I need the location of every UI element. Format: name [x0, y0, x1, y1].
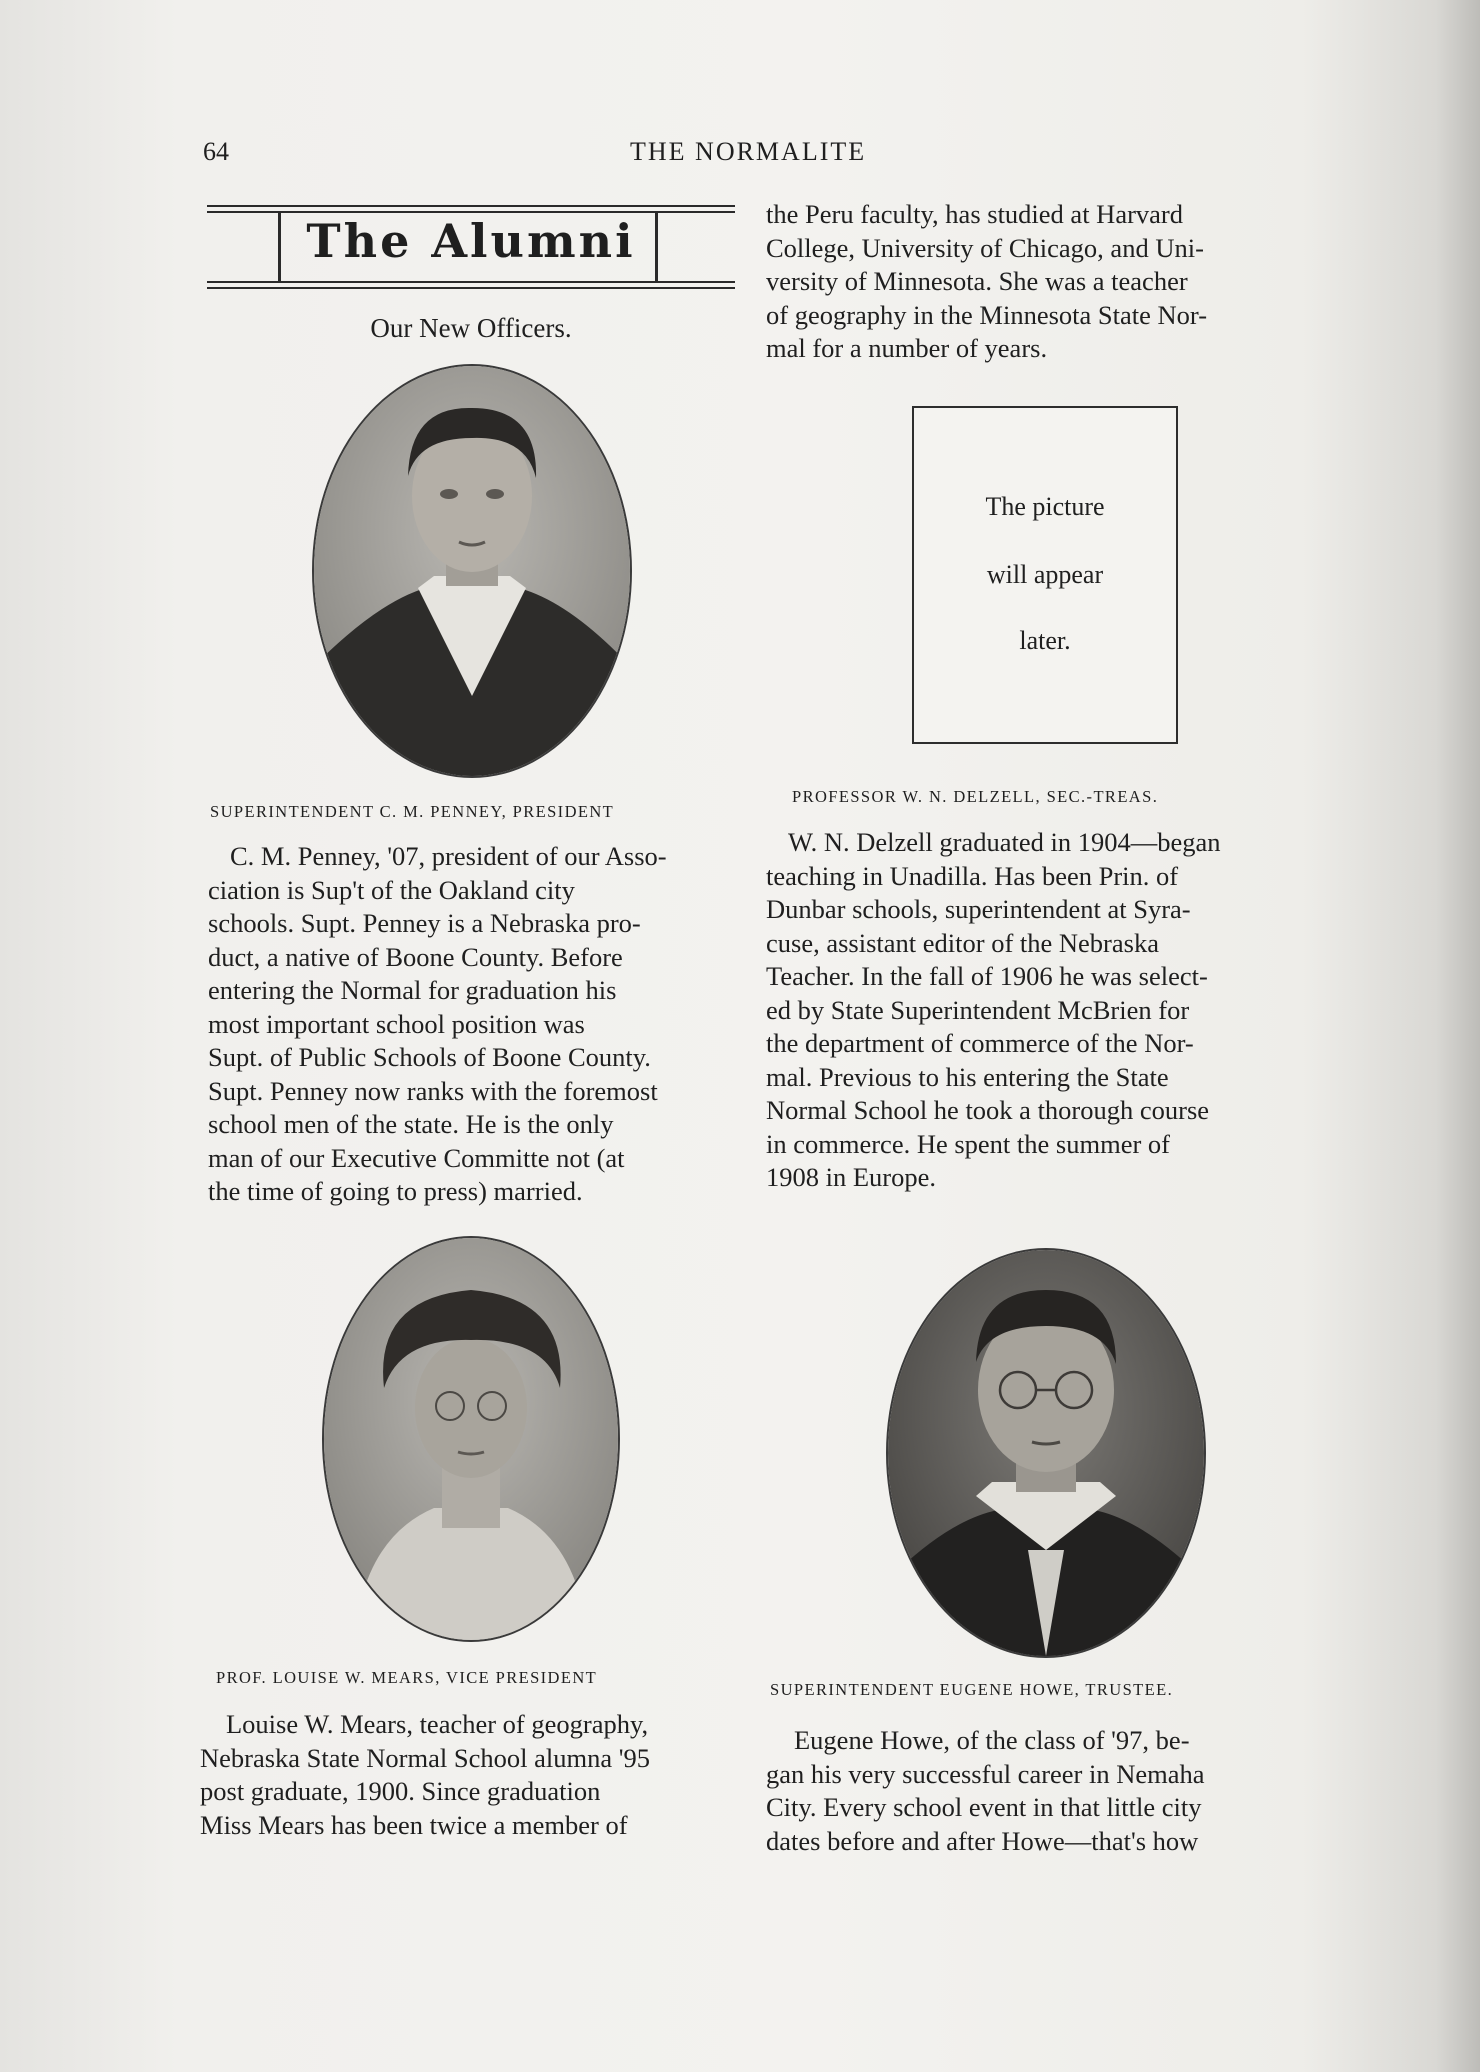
- caption-howe: SUPERINTENDENT EUGENE HOWE, TRUSTEE.: [770, 1680, 1174, 1699]
- text-line: City. Every school event in that little city: [766, 1792, 1202, 1822]
- text-line: post graduate, 1900. Since graduation: [200, 1776, 601, 1806]
- text-line: the department of commerce of the Nor-: [766, 1028, 1194, 1058]
- text-line: Supt. Penney now ranks with the foremost: [208, 1075, 658, 1106]
- text-line: dates before and after Howe—that's how: [766, 1825, 1199, 1856]
- text-line: man of our Executive Committe not (at: [208, 1142, 625, 1173]
- text-line: Louise W. Mears, teacher of geography,: [226, 1709, 649, 1739]
- section-subtitle: Our New Officers.: [370, 313, 572, 343]
- text-line: teaching in Unadilla. Has been Prin. of: [766, 860, 1179, 891]
- placeholder-line: later.: [1019, 626, 1071, 655]
- portrait-mears: [322, 1236, 620, 1642]
- text-line: Normal School he took a thorough course: [766, 1095, 1210, 1125]
- placeholder-line: The picture: [985, 492, 1105, 521]
- text-line: cuse, assistant editor of the Nebraska: [766, 927, 1159, 958]
- text-line: in commerce. He spent the summer of: [766, 1128, 1170, 1159]
- paragraph-howe: [766, 1724, 1332, 1858]
- text-line: Teacher. In the fall of 1906 he was select-: [766, 961, 1208, 991]
- portrait-howe: [886, 1248, 1206, 1658]
- paragraph-penney: [208, 840, 730, 1209]
- text-line: gan his very successful career in Nemaha: [766, 1758, 1205, 1789]
- picture-placeholder: [912, 406, 1178, 744]
- text-line: C. M. Penney, '07, president of our Asso-: [230, 841, 667, 871]
- text-line: 1908 in Europe.: [766, 1162, 937, 1192]
- text-line: school men of the state. He is the only: [208, 1109, 614, 1139]
- paragraph-mears: [200, 1708, 734, 1842]
- text-line: ciation is Sup't of the Oakland city: [208, 874, 575, 905]
- page-number: 64: [203, 137, 229, 166]
- text-line: Dunbar schools, superintendent at Syra-: [766, 894, 1191, 924]
- text-line: of geography in the Minnesota State Nor-: [766, 299, 1208, 330]
- continued-paragraph: [766, 198, 1340, 366]
- text-line: duct, a native of Boone County. Before: [208, 941, 623, 972]
- text-line: mal for a number of years.: [766, 333, 1048, 363]
- text-line: Nebraska State Normal School alumna '95: [200, 1742, 651, 1773]
- caption-penney: SUPERINTENDENT C. M. PENNEY, PRESIDENT: [210, 802, 615, 821]
- text-line: mal. Previous to his entering the State: [766, 1061, 1169, 1092]
- text-line: the time of going to press) married.: [208, 1176, 583, 1206]
- placeholder-line: will appear: [986, 560, 1104, 589]
- caption-mears: PROF. LOUISE W. MEARS, VICE PRESIDENT: [216, 1668, 598, 1687]
- paragraph-delzell: [766, 826, 1332, 1195]
- text-line: the Peru faculty, has studied at Harvard: [766, 199, 1183, 229]
- banner-rule-top-1: [207, 205, 735, 207]
- banner-bar-left: [278, 213, 281, 281]
- text-line: most important school position was: [208, 1008, 585, 1039]
- portrait-penney: [312, 364, 632, 778]
- text-line: ed by State Superintendent McBrien for: [766, 994, 1190, 1025]
- section-title: The Alumni: [306, 214, 636, 268]
- text-line: entering the Normal for graduation his: [208, 975, 617, 1005]
- running-title: THE NORMALITE: [630, 137, 867, 166]
- text-line: Miss Mears has been twice a member of: [200, 1809, 628, 1840]
- text-line: versity of Minnesota. She was a teacher: [766, 266, 1188, 296]
- banner-rule-bottom-1: [207, 281, 735, 283]
- text-line: W. N. Delzell graduated in 1904—began: [788, 827, 1221, 857]
- text-line: schools. Supt. Penney is a Nebraska pro-: [208, 908, 641, 938]
- text-line: College, University of Chicago, and Uni-: [766, 232, 1204, 263]
- banner-bar-right: [655, 213, 658, 281]
- text-line: Eugene Howe, of the class of '97, be-: [794, 1725, 1190, 1755]
- text-line: Supt. of Public Schools of Boone County.: [208, 1042, 651, 1072]
- banner-rule-bottom-2: [207, 287, 735, 289]
- caption-delzell: PROFESSOR W. N. DELZELL, SEC.-TREAS.: [792, 787, 1159, 806]
